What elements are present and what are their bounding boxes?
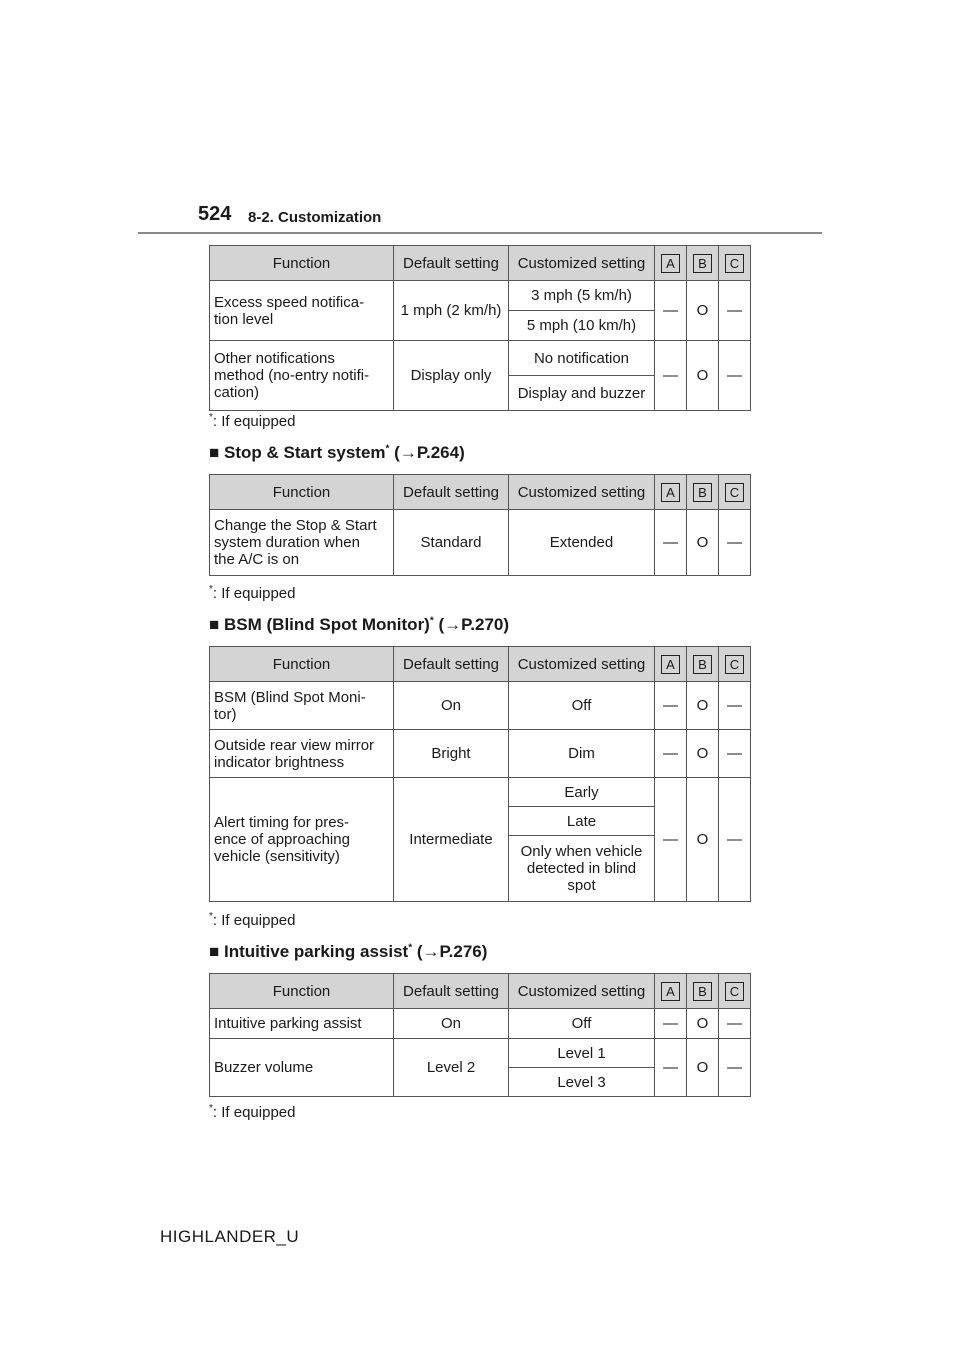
- table-cell-a: —: [655, 778, 687, 902]
- section-heading-bsm: ■ BSM (Blind Spot Monitor)* (→P.270): [209, 615, 510, 634]
- section-heading-parking: ■ Intuitive parking assist* (→P.276): [209, 942, 488, 961]
- page-number: 524: [198, 203, 232, 225]
- table-cell-c: —: [719, 1039, 751, 1097]
- table-cell-b: O: [687, 341, 719, 411]
- footnote: *: If equipped: [209, 412, 296, 430]
- header-rule: [138, 232, 822, 234]
- header-custom: Customized setting: [509, 475, 655, 510]
- header-custom: Customized setting: [509, 647, 655, 682]
- header-c: C: [725, 982, 744, 1001]
- table-cell-option: Level 1: [509, 1039, 655, 1068]
- table-cell-b: O: [687, 1009, 719, 1039]
- table-cell-a: —: [655, 1039, 687, 1097]
- header-b: B: [693, 982, 712, 1001]
- table-cell-b: O: [687, 510, 719, 576]
- table-cell-b: O: [687, 682, 719, 730]
- header-a: A: [661, 483, 680, 502]
- table-cell-function: Intuitive parking assist: [210, 1009, 394, 1039]
- header-default: Default setting: [394, 475, 509, 510]
- header-function: Function: [210, 647, 394, 682]
- table-cell-c: —: [719, 778, 751, 902]
- table-cell-function: Buzzer volume: [210, 1039, 394, 1097]
- table-cell-b: O: [687, 281, 719, 341]
- header-custom: Customized setting: [509, 974, 655, 1009]
- header-c: C: [725, 254, 744, 273]
- table-cell-function: BSM (Blind Spot Moni- tor): [210, 682, 394, 730]
- footnote: *: If equipped: [209, 584, 296, 602]
- table-cell-option: No notification: [509, 341, 655, 376]
- table-cell-default: Standard: [394, 510, 509, 576]
- table-cell-default: Level 2: [394, 1039, 509, 1097]
- table-cell-option: 5 mph (10 km/h): [509, 311, 655, 341]
- footnote: *: If equipped: [209, 1103, 296, 1121]
- table-cell-option: Off: [509, 1009, 655, 1039]
- table-cell-default: On: [394, 1009, 509, 1039]
- table-cell-option: Level 3: [509, 1068, 655, 1097]
- header-b: B: [693, 254, 712, 273]
- header-b: B: [693, 483, 712, 502]
- section-heading-stop-start: ■ Stop & Start system* (→P.264): [209, 443, 465, 462]
- table-cell-default: Bright: [394, 730, 509, 778]
- table-cell-c: —: [719, 341, 751, 411]
- table-cell-option: Extended: [509, 510, 655, 576]
- table-cell-default: On: [394, 682, 509, 730]
- table-cell-b: O: [687, 778, 719, 902]
- header-custom: Customized setting: [509, 246, 655, 281]
- header-a: A: [661, 655, 680, 674]
- table-cell-option: Late: [509, 807, 655, 836]
- header-c: C: [725, 483, 744, 502]
- page-footer: HIGHLANDER_U: [160, 1227, 300, 1246]
- table-cell-default: Intermediate: [394, 778, 509, 902]
- table-cell-function: Excess speed notifica- tion level: [210, 281, 394, 341]
- table-cell-c: —: [719, 1009, 751, 1039]
- table-cell-option: Display and buzzer: [509, 376, 655, 411]
- header-function: Function: [210, 475, 394, 510]
- table-parking: [209, 973, 751, 1097]
- header-default: Default setting: [394, 974, 509, 1009]
- table-cell-function: Change the Stop & Start system duration when the A/C is on: [210, 510, 394, 576]
- table-cell-a: —: [655, 510, 687, 576]
- header-function: Function: [210, 974, 394, 1009]
- footnote: *: If equipped: [209, 911, 296, 929]
- table-cell-b: O: [687, 1039, 719, 1097]
- table-cell-c: —: [719, 510, 751, 576]
- section-title: 8-2. Customization: [248, 209, 382, 226]
- table-cell-a: —: [655, 682, 687, 730]
- header-a: A: [661, 254, 680, 273]
- table-cell-option: Dim: [509, 730, 655, 778]
- table-cell-a: —: [655, 341, 687, 411]
- table-cell-option: Early: [509, 778, 655, 807]
- header-default: Default setting: [394, 246, 509, 281]
- header-default: Default setting: [394, 647, 509, 682]
- table-cell-a: —: [655, 730, 687, 778]
- header-b: B: [693, 655, 712, 674]
- table-cell-default: 1 mph (2 km/h): [394, 281, 509, 341]
- table-cell-function: Outside rear view mirror indicator brightness: [210, 730, 394, 778]
- table-cell-c: —: [719, 730, 751, 778]
- table-cell-a: —: [655, 281, 687, 341]
- header-c: C: [725, 655, 744, 674]
- header-a: A: [661, 982, 680, 1001]
- table-cell-default: Display only: [394, 341, 509, 411]
- table-cell-function: Alert timing for pres- ence of approaching vehicle (sensitivity): [210, 778, 394, 902]
- table-notifications: [209, 245, 751, 411]
- table-cell-c: —: [719, 682, 751, 730]
- table-cell-option: 3 mph (5 km/h): [509, 281, 655, 311]
- table-cell-function: Other notifications method (no-entry notifi- cation): [210, 341, 394, 411]
- table-stop-start: [209, 474, 751, 576]
- header-function: Function: [210, 246, 394, 281]
- table-cell-option: Only when vehicle detected in blind spot: [509, 836, 655, 902]
- table-cell-b: O: [687, 730, 719, 778]
- table-cell-a: —: [655, 1009, 687, 1039]
- table-cell-option: Off: [509, 682, 655, 730]
- table-cell-c: —: [719, 281, 751, 341]
- table-bsm: [209, 646, 751, 902]
